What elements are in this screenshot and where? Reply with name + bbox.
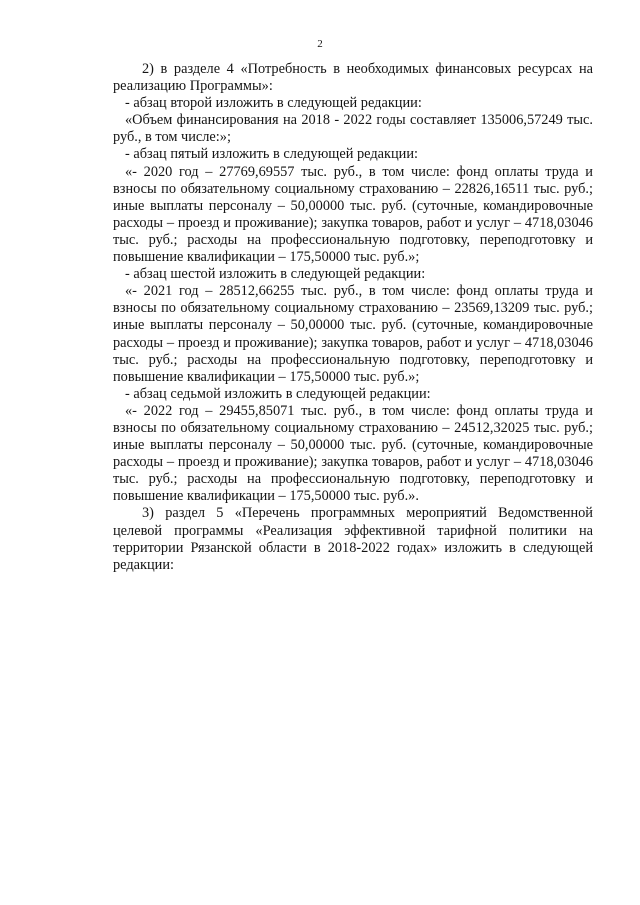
paragraph-section-4-intro: 2) в разделе 4 «Потребность в необходимых финансовых ресурсах на реализацию Программы»:	[113, 61, 593, 95]
paragraph-instruction-sixth: - абзац шестой изложить в следующей редакции:	[125, 266, 426, 283]
paragraph-year-2021: «- 2021 год – 28512,66255 тыс. руб., в том числе: фонд оплаты труда и взносы по обязательному социальному страхованию – 23569,13209 тыс. руб.; иные выплаты персоналу – 50,00000 тыс. руб. (суточные, командировочные расходы – проезд и проживание); закупка товаров, работ и услуг – 4718,03046 тыс. руб.; расходы на профессиональную подготовку, переподготовку и повышение квалификации – 175,50000 тыс. руб.»;	[113, 283, 593, 385]
page-number: 2	[317, 38, 323, 50]
paragraph-instruction-second: - абзац второй изложить в следующей редакции:	[125, 95, 422, 112]
paragraph-instruction-seventh: - абзац седьмой изложить в следующей редакции:	[125, 385, 431, 402]
paragraph-funding-total: «Объем финансирования на 2018 - 2022 годы составляет 135006,57249 тыс. руб., в том числе:»;	[113, 112, 593, 146]
document-body	[113, 61, 593, 574]
paragraph-year-2020: «- 2020 год – 27769,69557 тыс. руб., в том числе: фонд оплаты труда и взносы по обязательному социальному страхованию – 22826,16511 тыс. руб.; иные выплаты персоналу – 50,00000 тыс. руб. (суточные, командировочные расходы – проезд и проживание); закупка товаров, работ и услуг – 4718,03046 тыс. руб.; расходы на профессиональную подготовку, переподготовку и повышение квалификации – 175,50000 тыс. руб.»;	[113, 163, 593, 266]
paragraph-year-2022: «- 2022 год – 29455,85071 тыс. руб., в том числе: фонд оплаты труда и взносы по обязательному социальному страхованию – 24512,32025 тыс. руб.; иные выплаты персоналу – 50,00000 тыс. руб. (суточные, командировочные расходы – проезд и проживание); закупка товаров, работ и услуг – 4718,03046 тыс. руб.; расходы на профессиональную подготовку, переподготовку и повышение квалификации – 175,50000 тыс. руб.».	[113, 402, 593, 505]
paragraph-section-5: 3) раздел 5 «Перечень программных мероприятий Ведомственной целевой программы «Реализация эффективной тарифной политики на территории Рязанской области в 2018-2022 годах» изложить в следующей редакции:	[113, 505, 593, 573]
paragraph-instruction-fifth: - абзац пятый изложить в следующей редакции:	[125, 146, 418, 163]
